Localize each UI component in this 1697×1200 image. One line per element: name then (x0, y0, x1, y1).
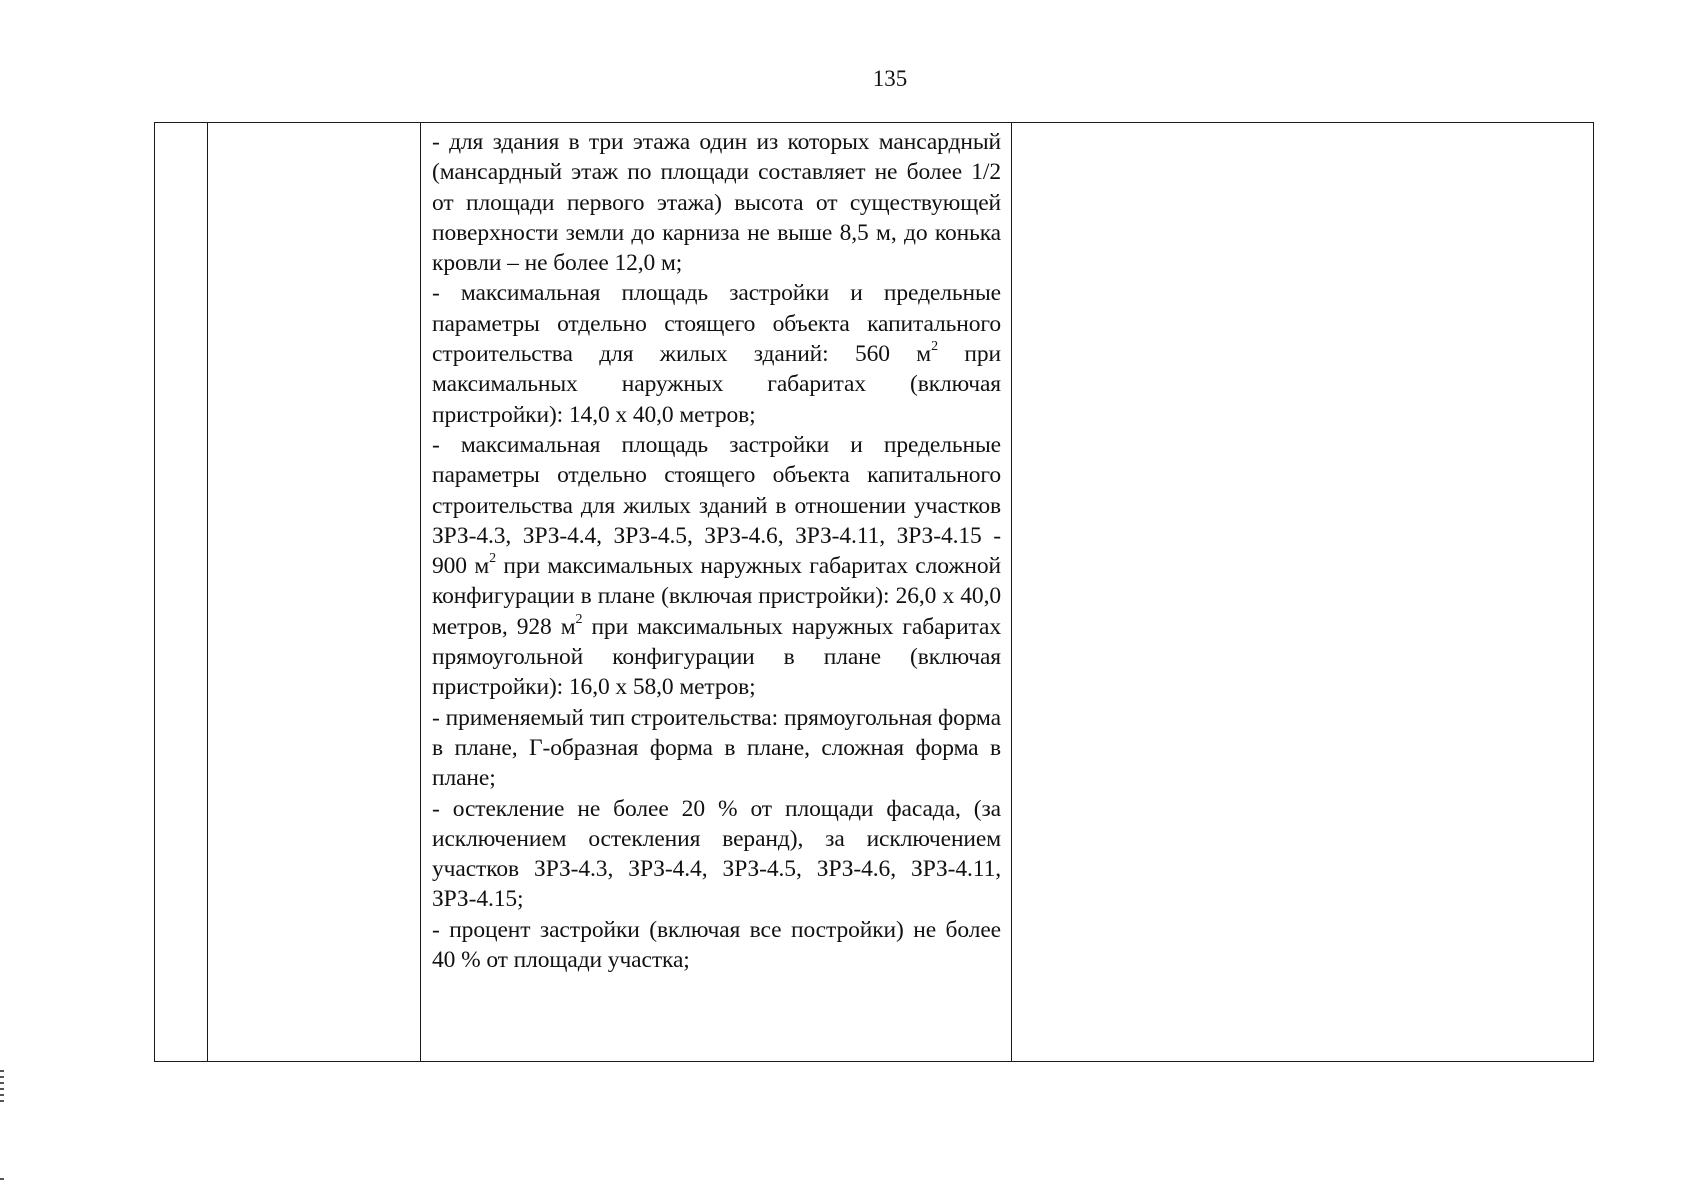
regulations-table (154, 122, 1594, 1062)
paragraph-building-percent: - процент застройки (включая все постройки) не более 40 % от площади участка; (432, 916, 1001, 974)
table-cell-parameters (421, 123, 1012, 1062)
paragraph-building-area-900: - максимальная площадь застройки и предельные параметры отдельно стоящего объекта капитального строительства для жилых зданий в отношении участков ЗРЗ-4.3, ЗРЗ-4.4, ЗРЗ-4.5, ЗРЗ-4.6, ЗРЗ-4.11, ЗРЗ-4.15 - 900 $м^2$ при максимальных наружных габаритах сложной конфигурации в плане (включая пристройки): 26,0 х 40,0 метров, 928 $м^2$ при максимальных наружных габаритах прямоугольной конфигурации в плане (включая пристройки): 16,0 х 58,0 метров; (432, 431, 1002, 701)
paragraph-building-area-560: - максимальная площадь застройки и предельные параметры отдельно стоящего объекта капитального строительства для жилых зданий: 560 $м^2$ при максимальных наружных габаритах (включая пристройки): 14,0 х 40,0 метров; (432, 280, 1001, 428)
paragraph-glazing: - остекление не более 20 % от площади фасада, (за исключением остекления веранд), за исключением участков ЗРЗ-4.3, ЗРЗ-4.4, ЗРЗ-4.5, ЗРЗ-4.6, ЗРЗ-4.11, ЗРЗ-4.15; (432, 795, 1001, 913)
paragraph-height-limits: - для здания в три этажа один из которых мансардный (мансардный этаж по площади составляет не более 1/2 от площади первого этажа) высота от существующей поверхности земли до карниза не выше 8,5 м, до конька кровли – не более 12,0 м; (432, 129, 1001, 277)
page-number: 135 (872, 66, 908, 91)
binding-margin-mark (0, 1070, 4, 1104)
table-cell-number (155, 123, 208, 1062)
parameters-text (421, 123, 1011, 975)
table-row (155, 123, 1594, 1062)
table-cell-notes (1012, 123, 1594, 1062)
binding-margin-mark (0, 1178, 4, 1180)
table-cell-zone (208, 123, 421, 1062)
paragraph-construction-type: - применяемый тип строительства: прямоугольная форма в плане, Г-образная форма в плане, сложная форма в плане; (432, 704, 1001, 792)
